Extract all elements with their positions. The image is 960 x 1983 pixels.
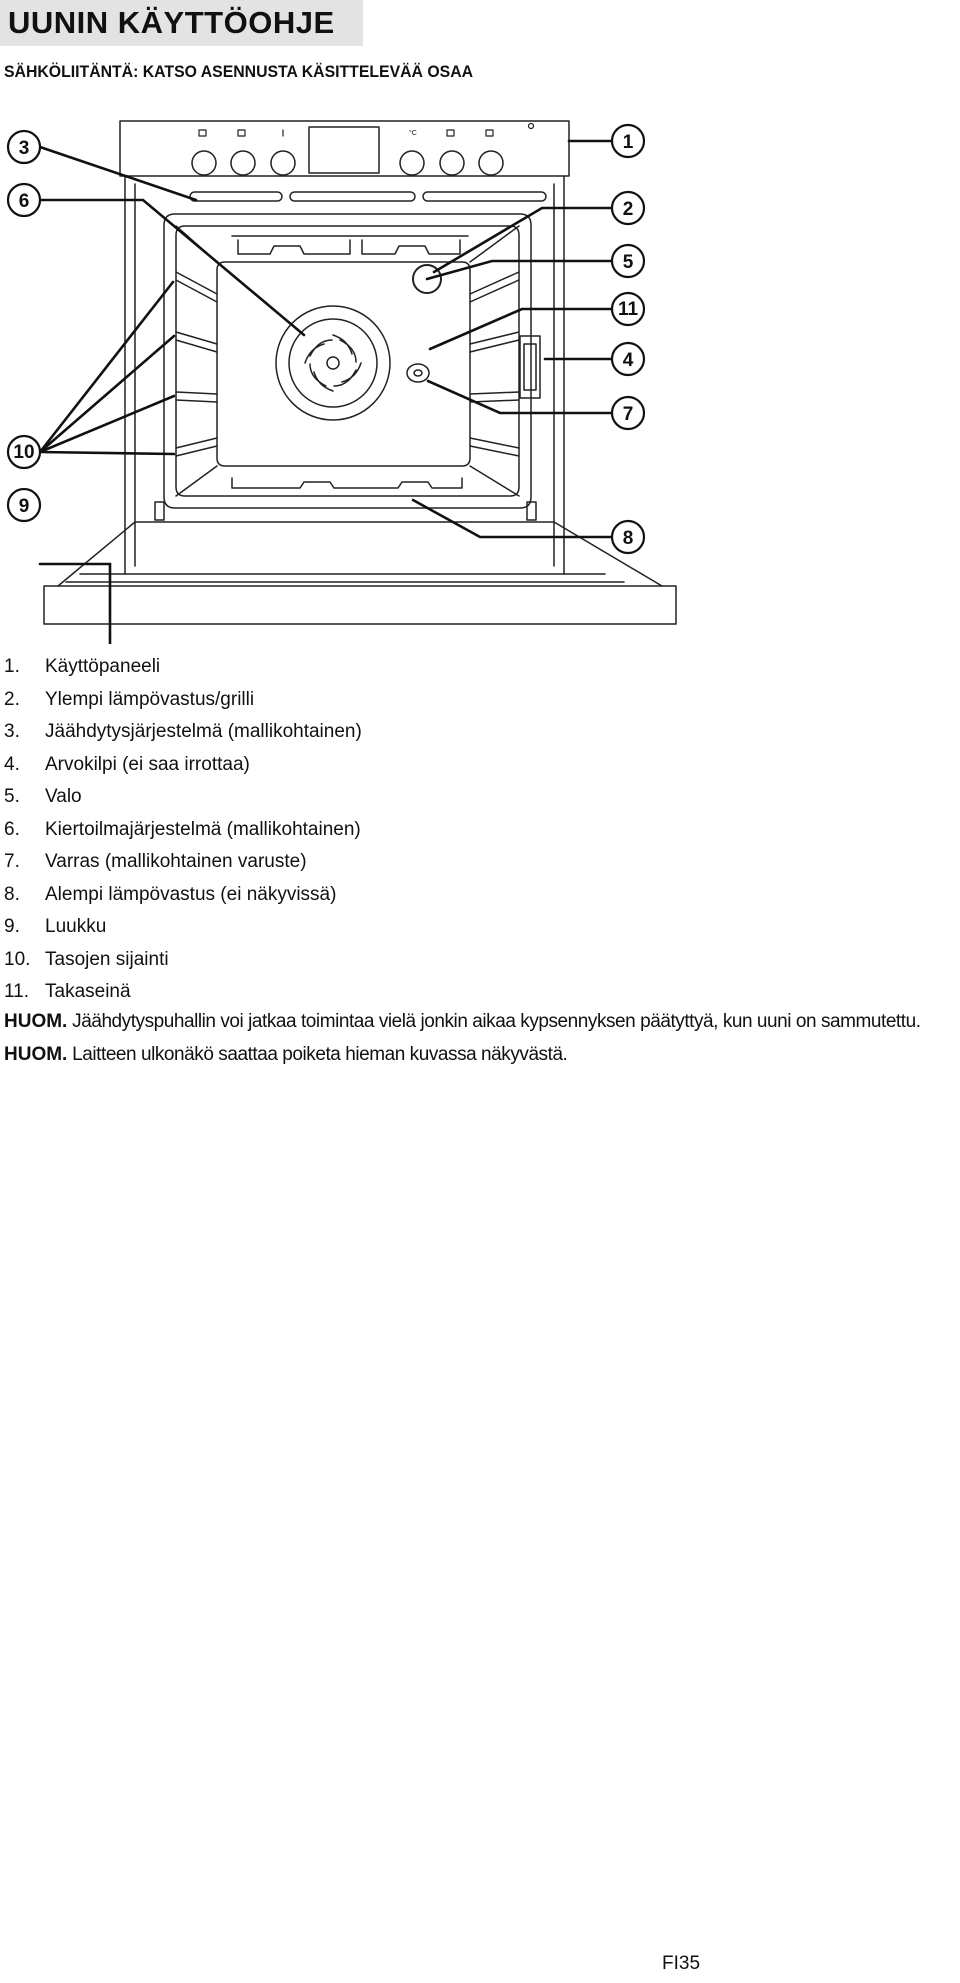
svg-text:11: 11 bbox=[617, 299, 639, 320]
legend-item: 10. Tasojen sijainti bbox=[4, 948, 169, 970]
callout-6 bbox=[8, 184, 40, 216]
panel-display bbox=[309, 127, 379, 173]
legend-item: 7. Varras (mallikohtainen varuste) bbox=[4, 851, 307, 872]
lower-heating-element bbox=[232, 478, 462, 488]
svg-text:8: 8 bbox=[622, 528, 634, 549]
note-label: HUOM. bbox=[4, 1011, 68, 1032]
convection-fan bbox=[276, 306, 390, 420]
shelf-runners bbox=[176, 272, 519, 456]
oven-diagram bbox=[0, 104, 700, 644]
note-label: HUOM. bbox=[4, 1043, 68, 1065]
legend-item: 5. Valo bbox=[4, 786, 82, 807]
note-appearance: HUOM. Laitteen ulkonäkö saattaa poiketa hieman kuvassa näkyvästä. bbox=[4, 1043, 568, 1065]
callout-10 bbox=[8, 436, 40, 468]
callout-7 bbox=[612, 397, 644, 429]
callout-5 bbox=[612, 245, 644, 277]
legend-item: 6. Kiertoilmajärjestelmä (mallikohtainen) bbox=[4, 818, 361, 840]
svg-text:10: 10 bbox=[13, 442, 35, 463]
svg-text:7: 7 bbox=[622, 404, 634, 425]
svg-text:1: 1 bbox=[622, 132, 634, 153]
callout-4 bbox=[612, 343, 644, 375]
spit-socket bbox=[407, 364, 429, 382]
page-title: UUNIN KÄYTTÖOHJE bbox=[8, 5, 335, 40]
legend-item: 3. Jäähdytysjärjestelmä (mallikohtainen) bbox=[4, 721, 362, 742]
svg-text:6: 6 bbox=[18, 191, 30, 212]
svg-text:9: 9 bbox=[18, 496, 30, 517]
svg-text:3: 3 bbox=[18, 138, 30, 159]
legend-item: 2. Ylempi lämpövastus/grilli bbox=[4, 688, 255, 710]
callout-2 bbox=[612, 192, 644, 224]
panel-knobs bbox=[192, 151, 503, 175]
svg-text:4: 4 bbox=[622, 350, 634, 371]
legend-item: 9. Luukku bbox=[4, 916, 107, 937]
callout-8 bbox=[612, 521, 644, 553]
component-legend bbox=[4, 651, 362, 1009]
rating-plate bbox=[520, 336, 540, 398]
cooling-vents bbox=[190, 192, 546, 201]
note-fan: HUOM. Jäähdytyspuhallin voi jatkaa toimintaa vielä jonkin aikaa kypsennyksen päätyttyä, kun uuni on sammutettu. bbox=[4, 1011, 921, 1032]
callout-9 bbox=[8, 489, 40, 521]
page-number: FI35 bbox=[662, 1953, 701, 1974]
section-subtitle: SÄHKÖLIITÄNTÄ: KATSO ASENNUSTA KÄSITTELEVÄÄ OSAA bbox=[4, 62, 474, 81]
legend-item: 4. Arvokilpi (ei saa irrottaa) bbox=[4, 753, 250, 775]
svg-text:5: 5 bbox=[622, 252, 634, 273]
legend-item: 1. Käyttöpaneeli bbox=[4, 656, 161, 677]
legend-item: 8. Alempi lämpövastus (ei näkyvissä) bbox=[4, 883, 337, 905]
svg-text:2: 2 bbox=[622, 199, 634, 220]
callout-11 bbox=[612, 293, 644, 325]
callout-1 bbox=[612, 125, 644, 157]
panel-temp-symbol: °C bbox=[409, 130, 417, 137]
upper-heating-element bbox=[238, 240, 460, 254]
callout-3 bbox=[8, 131, 40, 163]
notes bbox=[4, 1006, 921, 1071]
panel-indicator-icons bbox=[199, 124, 534, 137]
legend-item: 11. Takaseinä bbox=[4, 981, 131, 1002]
